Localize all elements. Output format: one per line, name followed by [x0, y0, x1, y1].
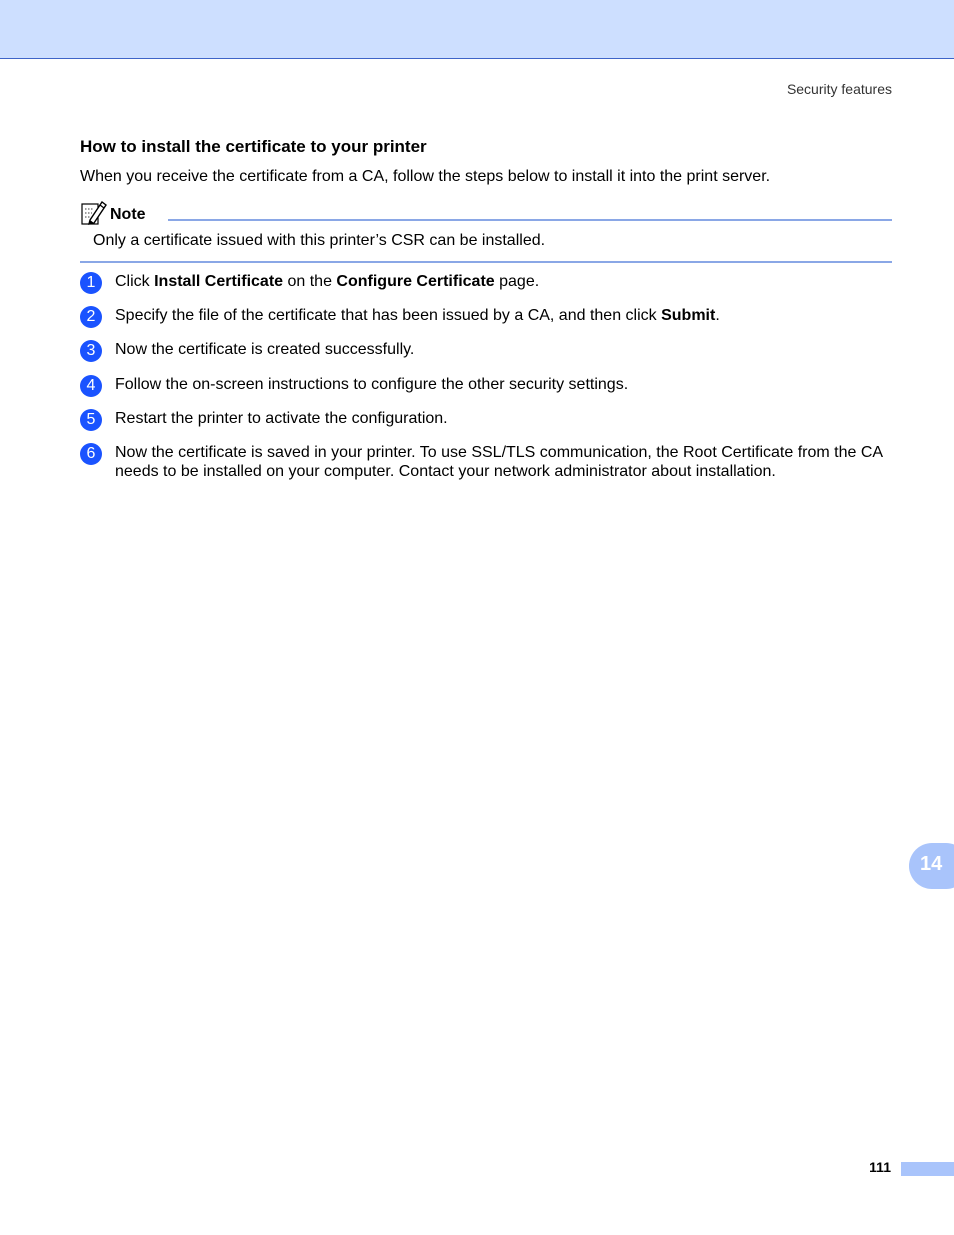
intro-paragraph: When you receive the certificate from a CA, follow the steps below to install it into the print server. [80, 168, 771, 185]
note-label: Note [110, 206, 146, 223]
step-text: Click [115, 273, 155, 290]
step-text: Follow the on-screen instructions to configure the other security settings. [115, 376, 629, 393]
step-text: page. [494, 273, 540, 290]
step-item [80, 340, 892, 359]
step-number-badge: 1 [80, 272, 102, 294]
step-text: Now the certificate is created successfully. [115, 341, 415, 358]
section-title: How to install the certificate to your printer [80, 137, 427, 156]
page-number: 111 [869, 1159, 891, 1175]
header-band [0, 0, 954, 59]
steps-list [80, 272, 892, 481]
step-ui-term: Configure Certificate [336, 273, 495, 290]
step-item [80, 409, 892, 428]
note-divider [168, 219, 892, 221]
step-ui-term: Install Certificate [154, 273, 284, 290]
step-text: Restart the printer to activate the configuration. [115, 410, 448, 427]
step-number-badge: 3 [80, 340, 102, 362]
step-number-badge: 5 [80, 409, 102, 431]
note-bottom-divider [80, 261, 892, 263]
page-number-bar [901, 1162, 954, 1176]
step-text: Now the certificate is saved in your printer. To use SSL/TLS communication, the Root Certificate from the CA needs to be installed on your computer. Contact your network administrator about installation. [115, 444, 883, 480]
step-text: Specify the file of the certificate that has been issued by a CA, and then click [115, 307, 662, 324]
step-item [80, 306, 892, 325]
step-number-badge: 6 [80, 443, 102, 465]
step-text: . [715, 307, 720, 324]
step-item [80, 375, 892, 394]
step-text: on the [283, 273, 337, 290]
note-text: Only a certificate issued with this printer’s CSR can be installed. [93, 232, 546, 249]
chapter-number: 14 [920, 853, 943, 875]
step-number-badge: 4 [80, 375, 102, 397]
step-number-badge: 2 [80, 306, 102, 328]
running-header: Security features [786, 81, 892, 97]
note-header [80, 199, 892, 227]
step-item [80, 443, 892, 481]
pencil-note-icon [80, 199, 108, 227]
step-item [80, 272, 892, 291]
step-ui-term: Submit [661, 307, 716, 324]
